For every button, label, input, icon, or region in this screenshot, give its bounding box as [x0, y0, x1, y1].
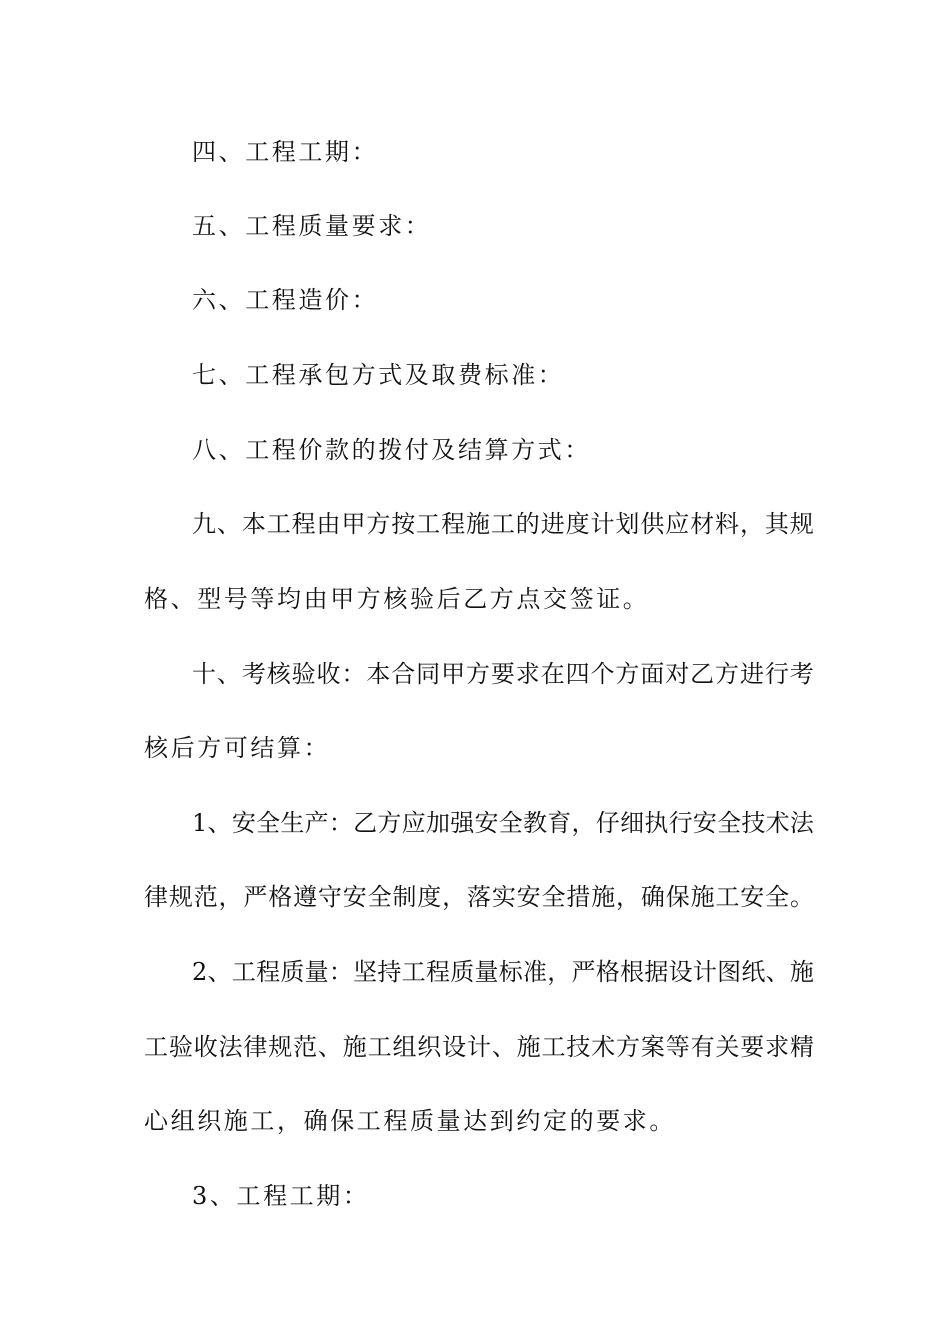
section-6-cost: 六、工程造价：	[192, 286, 379, 314]
section-8-payment-settlement: 八、工程价款的拨付及结算方式：	[192, 436, 591, 464]
item-2-quality-line-3: 心组织施工，确保工程质量达到约定的要求。	[144, 1107, 676, 1135]
item-2-quality-line-1: 2 、 工 程 质 量 ： 坚 持 工 程 质 量 标 准 ， 严 格 根 据 设 计 图 纸 、 施	[192, 958, 814, 986]
item-2-quality-line-2: 工 验 收 法 律 规 范 、 施 工 组 织 设 计 、 施 工 技 术 方 案 等 有 关 要 求 精	[144, 1033, 814, 1061]
section-9-paragraph-line-2: 格、型号等均由甲方核验后乙方点交签证。	[144, 585, 650, 613]
item-3-duration: 3、工程工期：	[192, 1182, 370, 1210]
item-1-safety-line-1: 1 、 安 全 生 产 ： 乙 方 应 加 强 安 全 教 育 ， 仔 细 执 行 安 全 技 术 法	[192, 809, 814, 837]
section-9-paragraph-line-1: 九 、 本 工 程 由 甲 方 按 工 程 施 工 的 进 度 计 划 供 应 材 料 ， 其 规	[192, 510, 814, 538]
section-7-contracting-method: 七、工程承包方式及取费标准：	[192, 361, 565, 389]
section-4-duration: 四、工程工期：	[192, 138, 379, 166]
section-10-paragraph-line-1: 十 、 考 核 验 收 ： 本 合 同 甲 方 要 求 在 四 个 方 面 对 乙 方 进 行 考	[192, 660, 814, 688]
section-5-quality-requirements: 五、工程质量要求：	[192, 212, 432, 240]
section-10-paragraph-line-2: 核后方可结算：	[144, 734, 331, 762]
item-1-safety-line-2: 律 规 范 ， 严 格 遵 守 安 全 制 度 ， 落 实 安 全 措 施 ， 确 保 施 工 安 全 。	[144, 883, 814, 911]
